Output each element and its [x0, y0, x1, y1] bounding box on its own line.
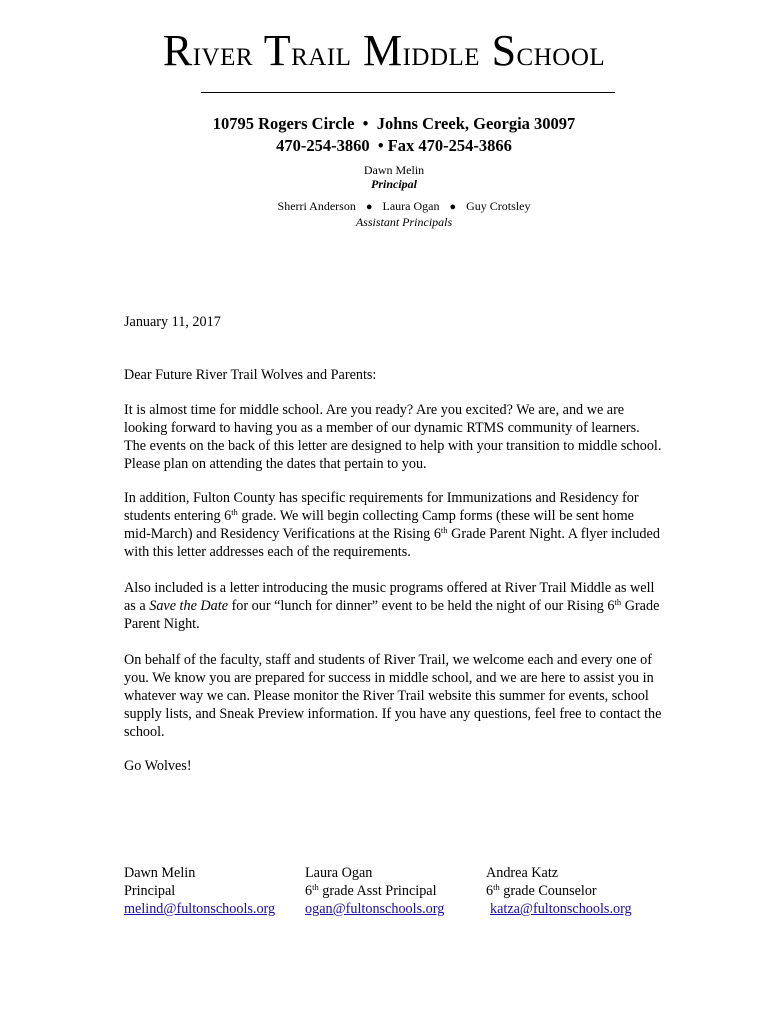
assistant-principals-block — [0, 199, 768, 230]
assistant-principals-names — [0, 199, 768, 215]
separator-bullet: ● — [365, 201, 373, 213]
paragraph-2-text: In addition, Fulton County has specific requirements for Immunizations and Residency for students entering 6th grade. We will begin collecting Camp forms (these will be sent home mid-March) and Residency Verifications at the Rising 6th Grade Parent Night. A flyer included with this letter addresses each of the requirements. — [124, 490, 660, 560]
assistant-principals-title: Assistant Principals — [355, 215, 453, 229]
principal-title: Principal — [370, 177, 417, 191]
school-name-word: MIDDLE — [362, 26, 481, 75]
signatory-email-link[interactable]: ogan@fultonschools.org — [305, 901, 445, 917]
principal-name: Dawn Melin — [363, 163, 425, 177]
assistant-principal-name: Guy Crotsley — [466, 199, 531, 213]
phone-line: 470-254-3860 • Fax 470-254-3866 — [276, 136, 512, 155]
school-name-word: SCHOOL — [491, 26, 606, 75]
signatory-name: Laura Ogan — [305, 865, 373, 881]
assistant-principal-name: Sherri Anderson — [277, 199, 356, 213]
signatory-name: Dawn Melin — [124, 865, 196, 881]
header-divider — [201, 92, 615, 93]
paragraph-2 — [124, 489, 664, 561]
signature-row — [124, 864, 684, 924]
signature-block — [124, 864, 275, 918]
school-name-word: RIVER — [162, 26, 254, 75]
school-name-heading — [0, 26, 768, 83]
letter-closing: Go Wolves! — [124, 758, 192, 774]
signature-block — [486, 864, 632, 918]
signatory-email-link[interactable]: katza@fultonschools.org — [490, 901, 632, 917]
letter-date: January 11, 2017 — [124, 314, 221, 330]
assistant-principal-name: Laura Ogan — [382, 199, 440, 213]
paragraph-3 — [124, 579, 664, 633]
signatory-title: Principal — [124, 883, 176, 899]
paragraph-1 — [124, 401, 664, 473]
signatory-title: 6th grade Counselor — [486, 882, 597, 899]
principal-block — [0, 163, 768, 191]
paragraph-1-text: It is almost time for middle school. Are you ready? Are you excited? We are, and we are looking forward to having you as a member of our dynamic RTMS community of learners. The events on the back of this letter are designed to help with your transition to middle school. Please plan on attending the dates that pertain to you. — [124, 402, 662, 472]
signatory-email-link[interactable]: melind@fultonschools.org — [124, 901, 276, 917]
letter-salutation: Dear Future River Trail Wolves and Parents: — [124, 367, 377, 383]
separator-bullet: ● — [449, 201, 457, 213]
school-name-word: TRAIL — [263, 26, 352, 75]
paragraph-4-text: On behalf of the faculty, staff and students of River Trail, we welcome each and every one of you. We know you are prepared for success in middle school, and we are here to assist you in whatever way we can. Please monitor the River Trail website this summer for events, school supply lists, and Sneak Preview information. If you have any questions, feel free to contact the school. — [124, 652, 662, 740]
address-block — [0, 113, 768, 157]
signatory-name: Andrea Katz — [486, 865, 559, 881]
address-line: 10795 Rogers Circle • Johns Creek, Georgia 30097 — [212, 114, 576, 133]
paragraph-4 — [124, 651, 664, 741]
signature-block — [305, 864, 444, 918]
paragraph-3-text: Also included is a letter introducing the music programs offered at River Trail Middle as well as a Save the Date for our “lunch for dinner” event to be held the night of our Rising 6th Grade Parent Night. — [124, 580, 660, 632]
signatory-title: 6th grade Asst Principal — [305, 882, 437, 899]
